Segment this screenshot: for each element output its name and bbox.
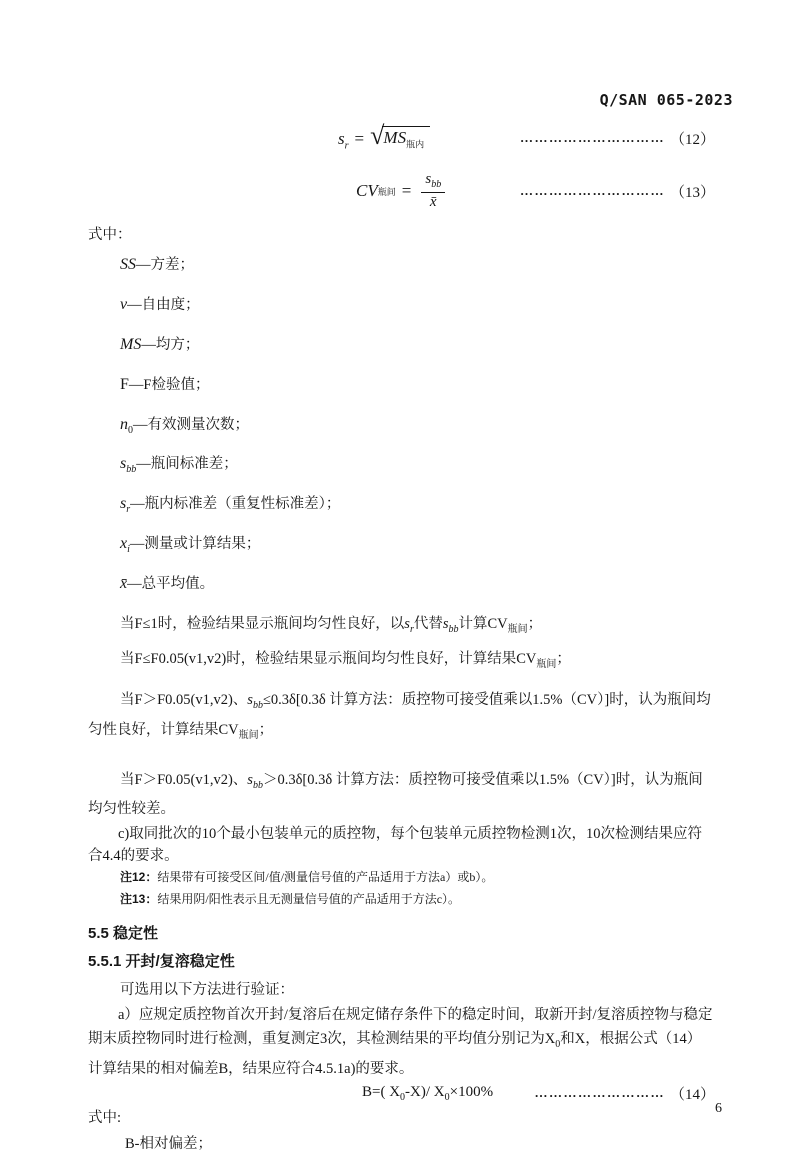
fraction-numerator <box>421 171 445 193</box>
symbol-subscript: r <box>409 623 414 635</box>
list-item-c: c)取同批次的10个最小包装单元的质控物，每个包装单元质控物检测1次，10次检测结果应符合4.4的要求。 <box>88 826 703 865</box>
symbol-s: s <box>425 171 432 188</box>
symbol-s: s <box>442 616 449 633</box>
cv-subscript: 瓶间 <box>238 729 259 741</box>
radicand <box>382 126 430 150</box>
formula-14-leader <box>534 1083 715 1104</box>
note-12-text: 结果带有可接受区间/值/测量信号值的产品适用于方法a）或b）。 <box>157 870 494 885</box>
cv-subscript: 瓶间 <box>507 623 528 635</box>
definition-n0 <box>120 416 715 440</box>
formula-13 <box>88 166 715 216</box>
text: 和X，根据公式（14）计算结果的相对偏差B，结果应符合4.5.1a)的要求。 <box>88 1031 702 1078</box>
symbol: SS <box>120 256 136 273</box>
text: ≤0.3δ[0.3δ 计算方法：质控物可接受值乘以1.5%（CV）]时，认为瓶间均匀性良好，计算结果CV <box>88 691 711 738</box>
symbol-cv-subscript: 瓶间 <box>377 186 396 197</box>
symbol-subscript: bb <box>252 699 263 711</box>
definition-text: —有效测量次数； <box>133 416 249 433</box>
text: 当F≤F0.05(v1,v2)时，检验结果显示瓶间均匀性良好，计算结果CV <box>120 650 537 667</box>
definition-text: —方差； <box>136 257 194 273</box>
definition-text: —均方； <box>141 336 200 353</box>
symbol: v <box>120 295 128 313</box>
symbol: s <box>120 455 127 473</box>
definition-ss <box>120 256 715 280</box>
definition-xbar <box>120 575 715 599</box>
definition-sbb <box>120 455 715 479</box>
condition-f-gt-poor <box>88 768 715 822</box>
formula-13-leader <box>520 181 715 202</box>
condition-f-le-1 <box>120 615 715 639</box>
doc-number: Q/SAN 065-2023 <box>599 91 733 109</box>
text: ； <box>527 616 543 633</box>
symbol-definitions <box>88 256 715 599</box>
fraction <box>421 171 445 211</box>
symbol-ms-subscript: 瓶内 <box>406 139 425 150</box>
condition-f-le-f005 <box>120 650 715 674</box>
cv-subscript: 瓶间 <box>536 658 557 670</box>
text: 计算CV <box>458 616 508 633</box>
formula-14-expression <box>362 1084 493 1103</box>
where-label: 式中： <box>88 227 132 243</box>
text: -X)/ X <box>405 1083 445 1100</box>
text: 当F＞F0.05(v1,v2)、 <box>120 771 248 788</box>
symbol-s: s <box>404 616 410 633</box>
symbol: x̄ <box>120 575 128 593</box>
text: B=( X <box>362 1083 401 1100</box>
definition-xi <box>120 535 715 559</box>
definition-text: —F检验值； <box>128 376 210 393</box>
symbol: n <box>120 415 128 433</box>
square-root <box>370 120 430 150</box>
formula-13-expression <box>356 171 445 211</box>
symbol: F <box>120 375 129 393</box>
definition-sr <box>120 495 715 519</box>
text: ＞0.3δ[0.3δ 计算方法：质控物可接受值乘以1.5%（CV）]时，认为瓶间均匀性较差。 <box>88 771 703 818</box>
text: ； <box>556 650 571 667</box>
symbol-subscript: bb <box>448 623 459 635</box>
dot-leader: ………………………… <box>519 130 665 145</box>
paragraph-intro: 可选用以下方法进行验证： <box>120 982 294 999</box>
note-13-label: 注13： <box>120 892 158 907</box>
dot-leader: ………………………… <box>519 183 665 198</box>
note-13 <box>120 891 715 907</box>
definition-text: —瓶内标准差（重复性标准差）； <box>130 496 341 513</box>
definition-ms <box>120 336 715 360</box>
text: 当F＞F0.05(v1,v2)、 <box>120 691 248 708</box>
heading-5-5-1: 5.5.1 开封/复溶稳定性 <box>88 953 235 971</box>
symbol-s-subscript: r <box>344 140 349 152</box>
symbol-subscript: i <box>127 544 130 556</box>
symbol-s: s <box>247 771 253 788</box>
formula-12-leader <box>520 128 715 149</box>
text: a）应规定质控物首次开封/复溶后在规定储存条件下的稳定时间，取新开封/复溶质控物与稳定期末质控物同时进行检测，重复测定3次，其检测结果的平均值分别记为X <box>88 1007 713 1048</box>
definition-text: —自由度； <box>127 296 200 313</box>
symbol-s-subscript: bb <box>431 179 442 191</box>
formula-14 <box>88 1083 715 1103</box>
text: 当F≤1时，检验结果显示瓶间均匀性良好，以 <box>120 616 405 633</box>
dot-leader: ……………………… <box>534 1085 665 1101</box>
symbol-subscript: r <box>126 504 131 516</box>
text: 代替 <box>413 616 443 633</box>
symbol-subscript: 0 <box>128 424 133 436</box>
page-number: 6 <box>715 1101 722 1116</box>
condition-f-gt-good <box>88 688 715 748</box>
equation-number: （13） <box>669 184 715 201</box>
text: ； <box>258 721 274 738</box>
definition-text: —瓶间标准差； <box>136 456 238 473</box>
text: ×100% <box>449 1083 494 1100</box>
symbol-s: s <box>247 691 253 708</box>
definition-text: —总平均值。 <box>127 576 215 593</box>
note-12-label: 注12： <box>120 870 158 885</box>
x0-subscript: 0 <box>444 1091 450 1103</box>
equation-number: （14） <box>669 1086 715 1103</box>
symbol-ms: MS <box>383 127 407 147</box>
note-13-text: 结果用阴/阳性表示且无测量信号值的产品适用于方法c）。 <box>157 892 461 907</box>
list-item-a <box>88 1003 715 1081</box>
symbol-subscript: bb <box>252 779 263 791</box>
equals-sign: = <box>354 128 365 148</box>
note-12 <box>120 869 715 885</box>
definition-f <box>120 376 715 400</box>
symbol: MS <box>120 335 142 353</box>
radical-icon: √ <box>370 120 385 150</box>
symbol: s <box>120 495 127 513</box>
fraction-denominator: x̄ <box>429 193 437 210</box>
symbol: x <box>120 535 128 553</box>
equals-sign: = <box>401 181 412 200</box>
equation-number: （12） <box>669 131 715 148</box>
symbol-s: s <box>338 128 345 148</box>
definition-text: —测量或计算结果； <box>129 536 261 553</box>
x0-subscript: 0 <box>400 1091 406 1103</box>
heading-5-5: 5.5 稳定性 <box>88 925 159 943</box>
where-label: 式中: <box>88 1110 122 1127</box>
formula-12-expression <box>338 120 430 152</box>
formula-12 <box>88 120 715 156</box>
definition-v <box>120 296 715 320</box>
definition-b: B-相对偏差； <box>125 1136 212 1153</box>
symbol-subscript: bb <box>126 464 137 476</box>
x0-subscript: 0 <box>555 1039 561 1051</box>
symbol-cv: CV <box>356 181 378 200</box>
